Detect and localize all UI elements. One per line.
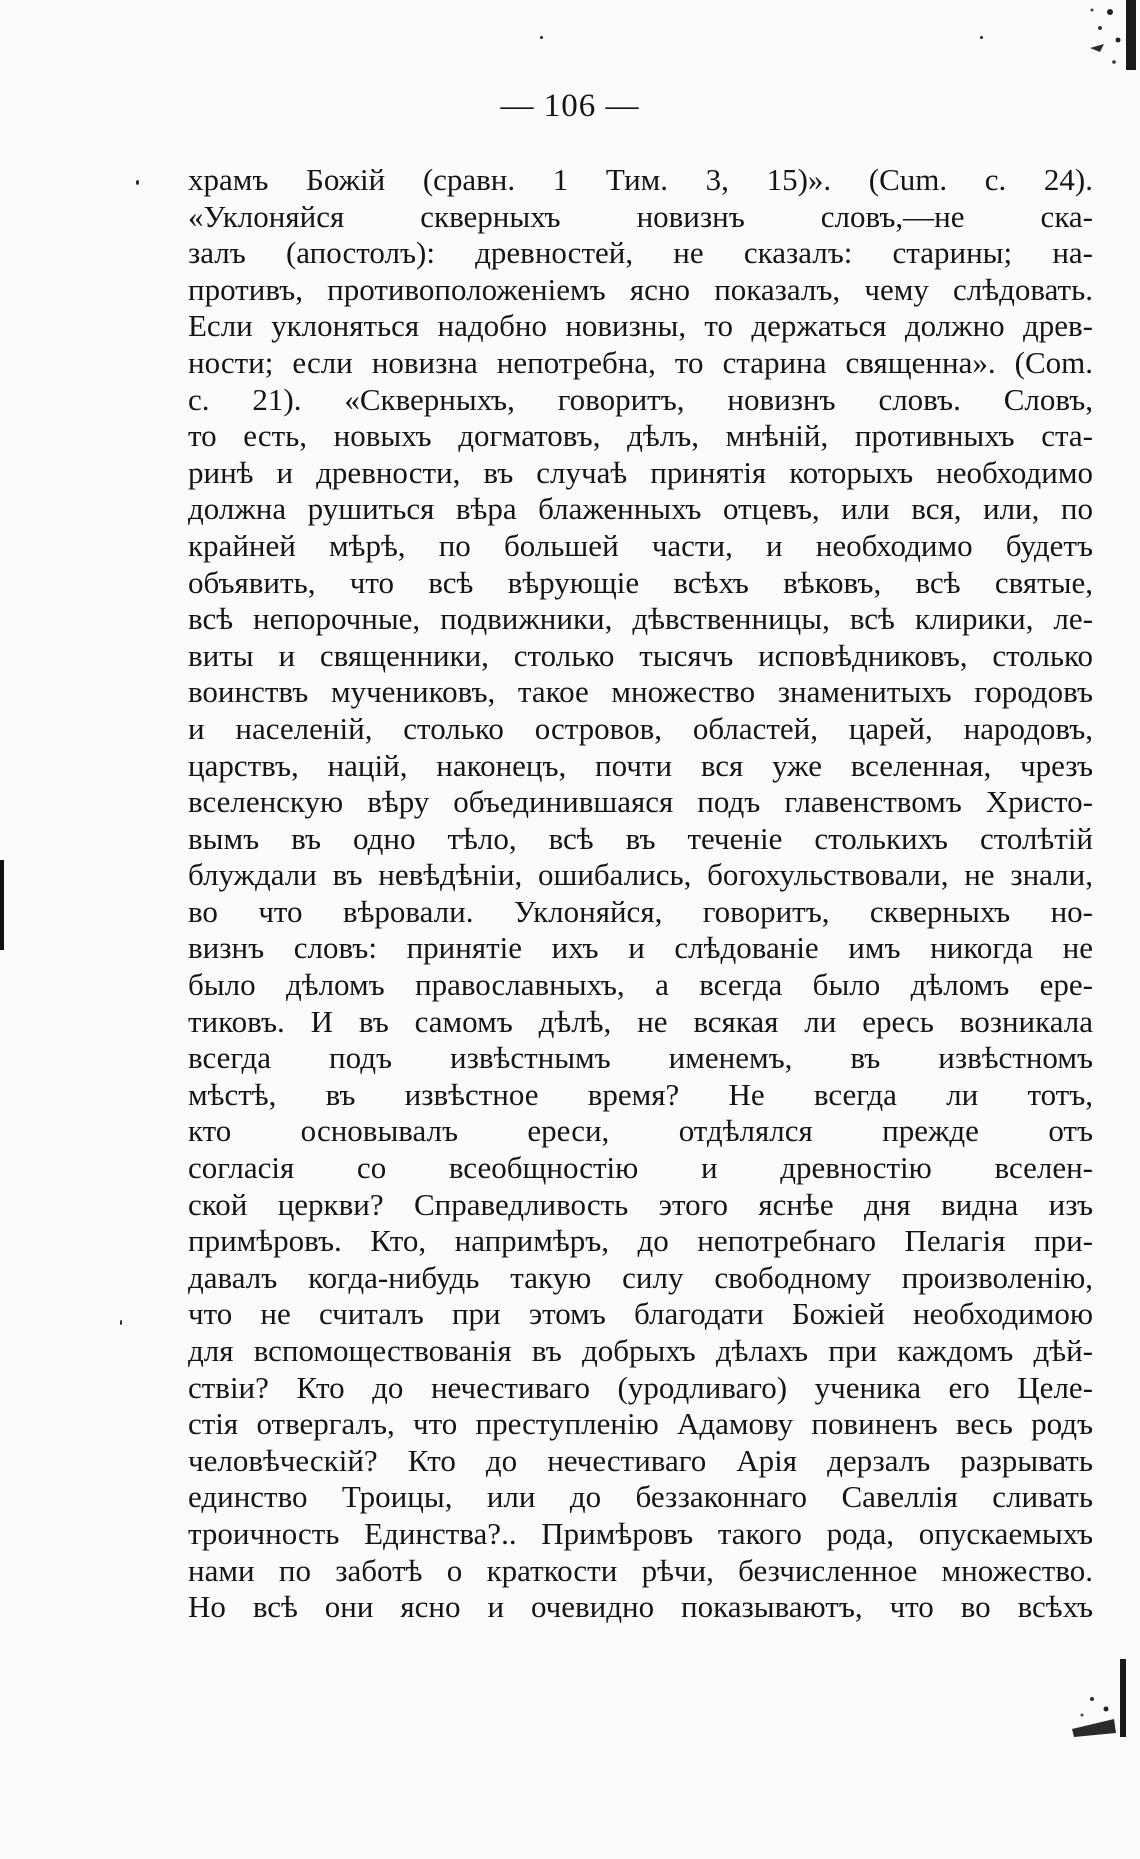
body-text	[188, 162, 1093, 1626]
text-line: ринѣ и древности, въ случаѣ принятія которыхъ необходимо	[188, 454, 1093, 490]
text-line: вселенскую вѣру объединившаяся подъ главенствомъ Христо-	[188, 784, 1093, 820]
edge-mark	[0, 860, 4, 950]
text-line: блуждали въ невѣдѣніи, ошибались, богохульствовали, не знали,	[188, 857, 1093, 893]
text-line: тиковъ. И въ самомъ дѣлѣ, не всякая ли ересь возникала	[188, 1003, 1093, 1039]
text-line: должна рушиться вѣра блаженныхъ отцевъ, или вся, или, по	[188, 491, 1093, 527]
text-line: виты и священники, столько тысячъ исповѣдниковъ, столько	[188, 637, 1093, 673]
text-line: согласія со всеобщностію и древностію вселен-	[188, 1150, 1093, 1186]
text-line: противъ, противоположеніемъ ясно показалъ, чему слѣдовать.	[188, 271, 1093, 307]
scan-speck	[540, 36, 543, 39]
text-line: во что вѣровали. Уклоняйся, говоритъ, скверныхъ но-	[188, 893, 1093, 929]
scan-speck	[120, 1320, 122, 1325]
text-line: ской церкви? Справедливость этого яснѣе дня видна изъ	[188, 1186, 1093, 1222]
text-line: Но всѣ они ясно и очевидно показываютъ, что во всѣхъ	[188, 1589, 1093, 1625]
text-line: и населеній, столько островов, областей, царей, народовъ,	[188, 710, 1093, 746]
text-line: храмъ Божій (сравн. 1 Тим. 3, 15)». (Cum. с. 24).	[188, 162, 1093, 197]
text-line: визнъ словъ: принятіе ихъ и слѣдованіе имъ никогда не	[188, 930, 1093, 966]
text-line: мѣстѣ, въ извѣстное время? Не всегда ли тотъ,	[188, 1076, 1093, 1112]
scan-noise-bottom	[1062, 1659, 1132, 1739]
text-line: давалъ когда-нибудь такую силу свободному произволенію,	[188, 1259, 1093, 1295]
text-line: Если уклоняться надобно новизны, то держаться должно древ-	[188, 308, 1093, 344]
text-line: было дѣломъ православныхъ, а всегда было дѣломъ ере-	[188, 967, 1093, 1003]
text-line: вымъ въ одно тѣло, всѣ въ теченіе столькихъ столѣтій	[188, 820, 1093, 856]
text-line: царствъ, націй, наконецъ, почти вся уже вселенная, чрезъ	[188, 747, 1093, 783]
text-line: троичность Единства?.. Примѣровъ такого рода, опускаемыхъ	[188, 1515, 1093, 1551]
scan-speck	[136, 180, 139, 185]
text-line: объявить, что всѣ вѣрующіе всѣхъ вѣковъ, всѣ святые,	[188, 564, 1093, 600]
text-line: то есть, новыхъ догматовъ, дѣлъ, мнѣній, противныхъ ста-	[188, 418, 1093, 454]
text-line: для вспомоществованія въ добрыхъ дѣлахъ при каждомъ дѣй-	[188, 1333, 1093, 1368]
text-line: «Уклоняйся скверныхъ новизнъ словъ,—не ска-	[188, 198, 1093, 234]
text-line: единство Троицы, или до беззаконнаго Савеллія сливать	[188, 1479, 1093, 1515]
text-line: стія отвергалъ, что преступленію Адамову повиненъ весь родъ	[188, 1406, 1093, 1442]
text-line: крайней мѣрѣ, по большей части, и необходимо будетъ	[188, 527, 1093, 563]
text-line: кто основывалъ ереси, отдѣлялся прежде отъ	[188, 1113, 1093, 1149]
text-line: всѣ непорочные, подвижники, дѣвственницы, всѣ клирики, ле-	[188, 601, 1093, 637]
text-line: залъ (апостолъ): древностей, не сказалъ: старины; на-	[188, 235, 1093, 271]
scan-speck	[980, 36, 983, 39]
text-line: человѣческій? Кто до нечестиваго Арія дерзалъ разрывать	[188, 1442, 1093, 1478]
page-number: — 106 —	[500, 88, 640, 124]
text-line: нами по заботѣ о краткости рѣчи, безчисленное множество.	[188, 1552, 1093, 1588]
text-line: ности; если новизна непотребна, то старина священна». (Com.	[188, 344, 1093, 380]
text-line: что не считалъ при этомъ благодати Божіей необходимою	[188, 1296, 1093, 1332]
text-line: всегда подъ извѣстнымъ именемъ, въ извѣстномъ	[188, 1040, 1093, 1076]
text-line: ствіи? Кто до нечестиваго (уродливаго) ученика его Целе-	[188, 1369, 1093, 1405]
text-line: с. 21). «Скверныхъ, говоритъ, новизнъ словъ. Словъ,	[188, 381, 1093, 417]
scan-noise-top	[1070, 0, 1140, 90]
text-line: воинствъ мучениковъ, такое множество знаменитыхъ городовъ	[188, 674, 1093, 710]
text-line: примѣровъ. Кто, напримѣръ, до непотребнаго Пелагія при-	[188, 1223, 1093, 1259]
